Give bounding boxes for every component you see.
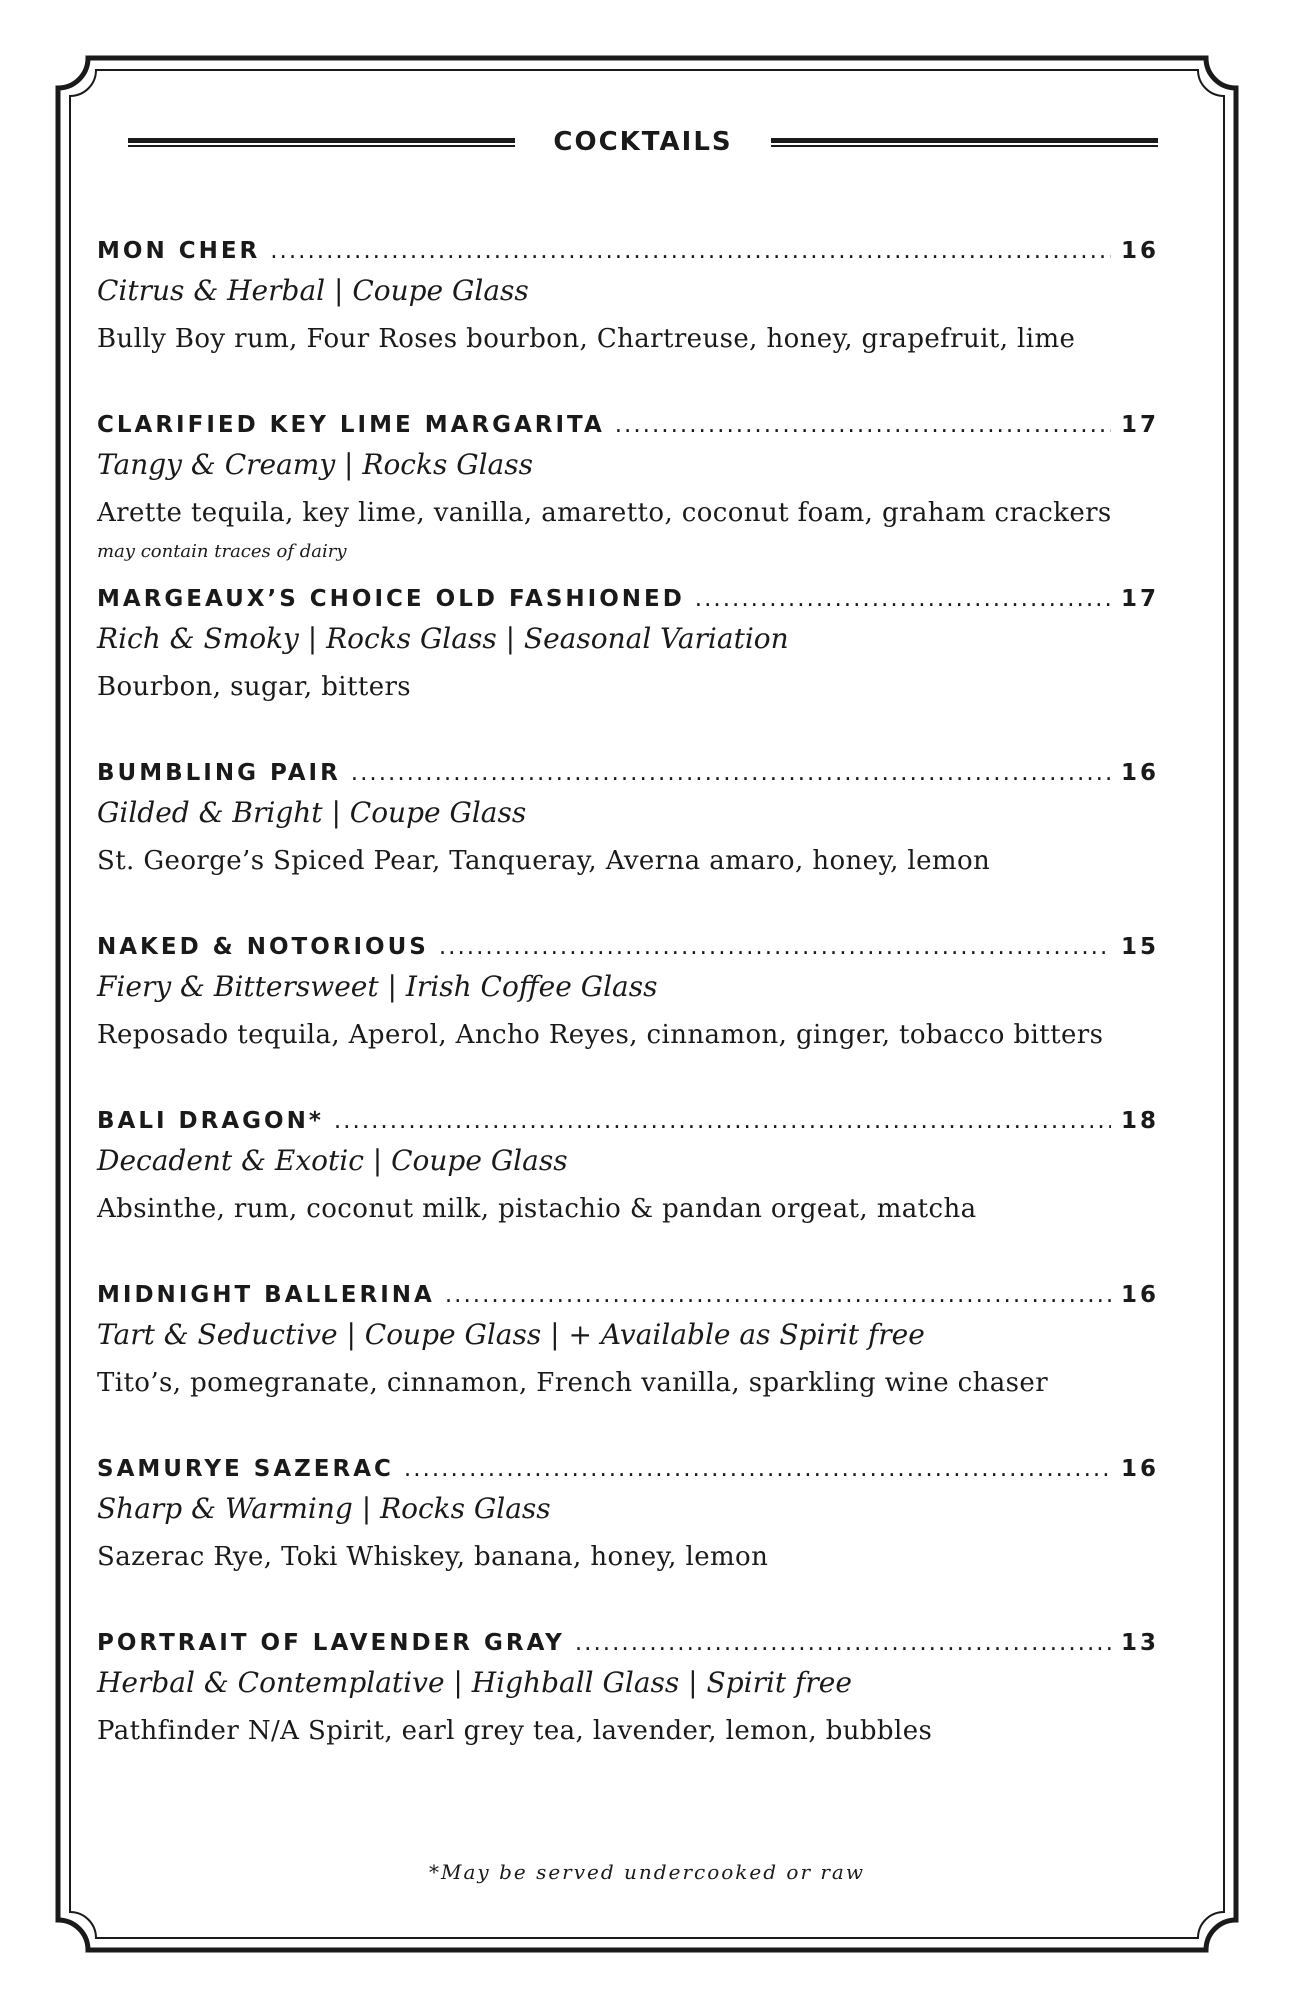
menu-item-price: 17 [1120, 586, 1159, 612]
menu-item [97, 930, 1159, 1104]
menu-item-header [97, 234, 1159, 268]
menu-item-header [97, 1452, 1159, 1486]
menu-item-ingredients: Sazerac Rye, Toki Whiskey, banana, honey, lemon [97, 1542, 769, 1572]
menu-item-name: BALI DRAGON* [97, 1108, 324, 1134]
menu-item-profile: Citrus & Herbal | Coupe Glass [97, 274, 529, 307]
menu-item-header [97, 1626, 1159, 1660]
menu-item-profile: Tangy & Creamy | Rocks Glass [97, 448, 533, 481]
menu-item-name: MON CHER [97, 238, 261, 264]
raw-food-footnote: *May be served undercooked or raw [429, 1860, 865, 1884]
dot-leader [695, 582, 1111, 616]
menu-item-name: SAMURYE SAZERAC [97, 1456, 394, 1482]
menu-item-price: 15 [1120, 934, 1159, 960]
dot-leader [270, 234, 1111, 268]
menu-item-header [97, 756, 1159, 790]
header-rule-right [771, 138, 1158, 147]
menu-item-ingredients: Arette tequila, key lime, vanilla, amaretto, coconut foam, graham crackers [97, 498, 1112, 528]
menu-item-ingredients: Pathfinder N/A Spirit, earl grey tea, lavender, lemon, bubbles [97, 1716, 933, 1746]
menu-item-header [97, 930, 1159, 964]
menu-item-name: PORTRAIT OF LAVENDER GRAY [97, 1630, 565, 1656]
menu-item-price: 16 [1120, 1456, 1159, 1482]
menu-item-price: 16 [1120, 760, 1159, 786]
menu-item-ingredients: St. George’s Spiced Pear, Tanqueray, Averna amaro, honey, lemon [97, 846, 991, 876]
menu-item-allergy-note: may contain traces of dairy [97, 541, 347, 562]
menu-item-profile: Gilded & Bright | Coupe Glass [97, 796, 527, 829]
menu-item-header [97, 1278, 1159, 1312]
menu-item-header [97, 582, 1159, 616]
menu-item-profile: Tart & Seductive | Coupe Glass | + Available as Spirit free [97, 1318, 925, 1351]
menu-item-price: 13 [1120, 1630, 1159, 1656]
menu-item [97, 1452, 1159, 1626]
menu-item-ingredients: Bully Boy rum, Four Roses bourbon, Chartreuse, honey, grapefruit, lime [97, 324, 1076, 354]
menu-item [97, 408, 1159, 582]
menu-item-header [97, 408, 1159, 442]
menu-item-name: BUMBLING PAIR [97, 760, 341, 786]
menu-item [97, 582, 1159, 756]
menu-item-name: CLARIFIED KEY LIME MARGARITA [97, 412, 605, 438]
menu-item [97, 756, 1159, 930]
dot-leader [615, 408, 1111, 442]
menu-item [97, 1626, 1159, 1800]
menu-item-profile: Fiery & Bittersweet | Irish Coffee Glass [97, 970, 658, 1003]
menu-item-name: NAKED & NOTORIOUS [97, 934, 429, 960]
dot-leader [439, 930, 1111, 964]
menu-item-name: MIDNIGHT BALLERINA [97, 1282, 435, 1308]
header-rule-left [128, 138, 515, 147]
section-header [128, 118, 1158, 166]
menu-item-ingredients: Bourbon, sugar, bitters [97, 672, 412, 702]
menu-item-profile: Decadent & Exotic | Coupe Glass [97, 1144, 568, 1177]
menu-item-ingredients: Tito’s, pomegranate, cinnamon, French vanilla, sparkling wine chaser [97, 1368, 1049, 1398]
menu-item-name: MARGEAUX’S CHOICE OLD FASHIONED [97, 586, 685, 612]
menu-item-ingredients: Reposado tequila, Aperol, Ancho Reyes, cinnamon, ginger, tobacco bitters [97, 1020, 1104, 1050]
menu-item [97, 1104, 1159, 1278]
dot-leader [404, 1452, 1111, 1486]
dot-leader [575, 1626, 1111, 1660]
menu-item [97, 234, 1159, 408]
dot-leader [445, 1278, 1111, 1312]
menu-item [97, 1278, 1159, 1452]
menu-item-header [97, 1104, 1159, 1138]
cocktail-list [97, 234, 1159, 1800]
menu-item-price: 16 [1120, 1282, 1159, 1308]
menu-item-price: 16 [1120, 238, 1159, 264]
section-title: COCKTAILS [553, 127, 733, 157]
menu-item-price: 17 [1120, 412, 1159, 438]
menu-item-price: 18 [1120, 1108, 1159, 1134]
menu-item-profile: Herbal & Contemplative | Highball Glass | Spirit free [97, 1666, 852, 1699]
menu-item-profile: Rich & Smoky | Rocks Glass | Seasonal Variation [97, 622, 789, 655]
dot-leader [334, 1104, 1111, 1138]
dot-leader [351, 756, 1111, 790]
menu-item-ingredients: Absinthe, rum, coconut milk, pistachio & pandan orgeat, matcha [97, 1194, 977, 1224]
menu-item-profile: Sharp & Warming | Rocks Glass [97, 1492, 551, 1525]
